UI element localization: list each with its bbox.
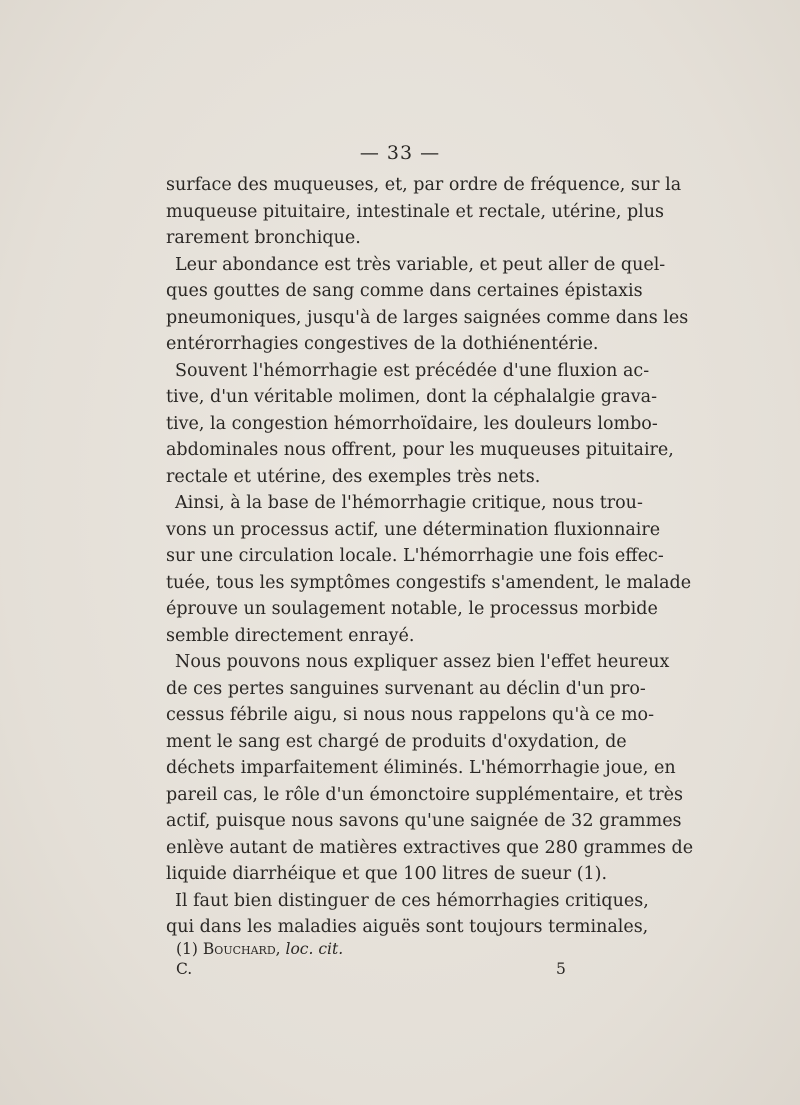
footnote-marker: (1): [176, 940, 198, 958]
text-line: Ainsi, à la base de l'hémorrhagie critique, nous trou-: [175, 493, 643, 513]
signature-mark: C.: [176, 960, 193, 978]
text-line: déchets imparfaitement éliminés. L'hémorrhagie joue, en: [166, 758, 676, 778]
text-line: abdominales nous offrent, pour les muqueuses pituitaire,: [166, 440, 674, 460]
text-line: ques gouttes de sang comme dans certaines épistaxis: [166, 281, 643, 301]
text-line: Leur abondance est très variable, et peut aller de quel-: [175, 254, 666, 275]
body-text: [166, 172, 694, 941]
text-line: Nous pouvons nous expliquer assez bien l'effet heureux: [175, 652, 670, 672]
text-line: enlève autant de matières extractives que 280 grammes de: [166, 837, 694, 858]
text-line: qui dans les maladies aiguës sont toujours terminales,: [166, 917, 649, 937]
page-number: — 33 —: [359, 142, 441, 164]
text-line: éprouve un soulagement notable, le processus morbide: [166, 599, 658, 619]
text-line: rarement bronchique.: [166, 228, 361, 248]
text-line: vons un processus actif, une détermination fluxionnaire: [166, 519, 661, 540]
footnote-author: Bouchard,: [202, 940, 281, 958]
text-line: pareil cas, le rôle d'un émonctoire supplémentaire, et très: [166, 784, 683, 805]
text-line: de ces pertes sanguines survenant au déclin d'un pro-: [166, 678, 646, 699]
text-line: rectale et utérine, des exemples très nets.: [166, 466, 541, 487]
text-line: surface des muqueuses, et, par ordre de fréquence, sur la: [166, 175, 682, 195]
text-line: Souvent l'hémorrhagie est précédée d'une fluxion ac-: [175, 360, 650, 381]
footnote: [176, 938, 576, 960]
text-line: tive, la congestion hémorrhoïdaire, les douleurs lombo-: [166, 413, 658, 434]
text-line: liquide diarrhéique et que 100 litres de sueur (1).: [166, 864, 608, 884]
text-line: actif, puisque nous savons qu'une saignée de 32 grammes: [166, 811, 682, 831]
text-line: muqueuse pituitaire, intestinale et rectale, utérine, plus: [166, 201, 665, 222]
text-line: sur une circulation locale. L'hémorrhagie une fois effec-: [166, 546, 664, 566]
text-line: tive, d'un véritable molimen, dont la céphalalgie grava-: [166, 387, 658, 407]
text-line: tuée, tous les symptômes congestifs s'amendent, le malade: [166, 572, 692, 593]
text-line: entérorrhagies congestives de la dothiénentérie.: [166, 334, 599, 354]
sheet-number: 5: [556, 960, 566, 978]
text-line: pneumoniques, jusqu'à de larges saignées comme dans les: [166, 307, 689, 328]
footnote-citation: loc. cit.: [285, 940, 344, 958]
text-line: cessus fébrile aigu, si nous nous rappelons qu'à ce mo-: [166, 705, 655, 725]
text-line: semble directement enrayé.: [166, 625, 415, 646]
text-line: Il faut bien distinguer de ces hémorrhagies critiques,: [175, 890, 649, 911]
text-line: ment le sang est chargé de produits d'oxydation, de: [166, 731, 627, 752]
